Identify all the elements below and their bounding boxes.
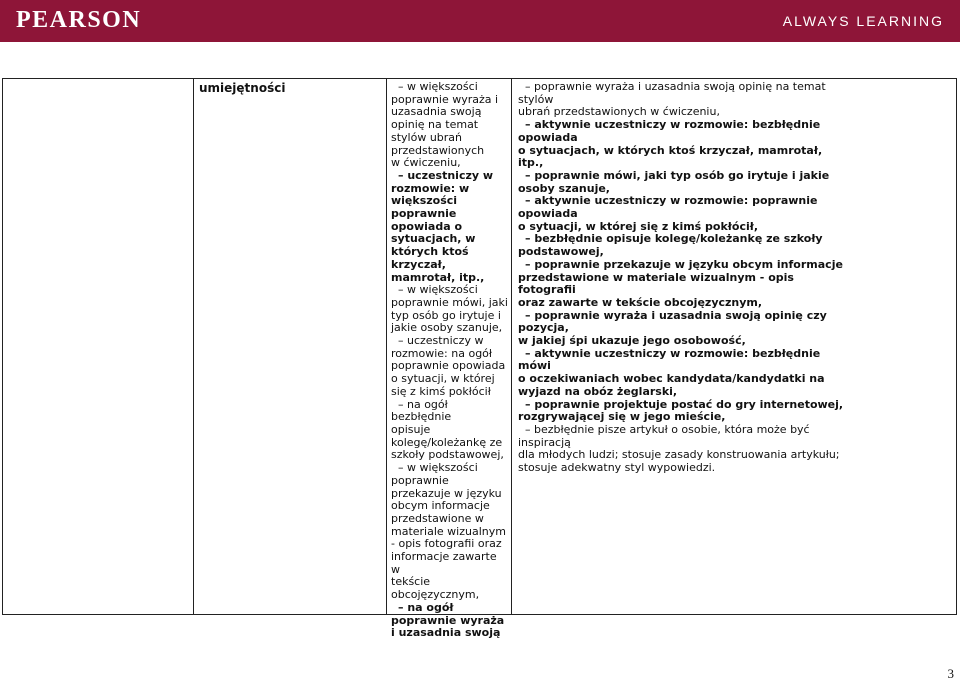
row-label: umiejętności <box>199 81 286 95</box>
text-line: i uzasadnia swoją <box>391 626 501 640</box>
text-line: – aktywnie uczestniczy w rozmowie: bezbłędnie <box>525 118 821 132</box>
tagline: ALWAYS LEARNING <box>782 13 944 29</box>
text-line: przekazuje w języku <box>391 486 502 500</box>
text-line: poprawnie wyraża i <box>391 92 499 106</box>
text-line: sytuacjach, w <box>391 232 476 246</box>
text-line: jakie osoby szanuje, <box>391 321 503 335</box>
text-line: poprawnie <box>391 473 449 487</box>
pearson-logo: PEARSON <box>16 7 142 33</box>
text-line: osoby szanuje, <box>518 181 610 195</box>
text-line: tekście <box>391 575 431 589</box>
column-divider <box>193 79 194 614</box>
column-divider <box>386 79 387 614</box>
text-line: – poprawnie mówi, jaki typ osób go irytuje i jakie <box>525 168 830 182</box>
text-line: informacje zawarte w <box>391 550 497 576</box>
text-line: – bezbłędnie pisze artykuł o osobie, która może być inspiracją <box>518 422 810 449</box>
text-line: uzasadnia swoją <box>391 105 482 119</box>
text-line: – poprawnie przekazuje w języku obcym informacje <box>525 257 843 271</box>
text-line: opowiada <box>518 207 578 221</box>
text-line: dla młodych ludzi; stosuje zasady konstruowania artykułu; <box>518 448 840 462</box>
text-line: opisuje <box>391 422 431 436</box>
text-line: opowiada o <box>391 219 463 233</box>
text-line: – w większości <box>398 80 478 93</box>
text-line: w jakiej śpi ukazuje jego osobowość, <box>518 334 746 348</box>
text-line: poprawnie opowiada <box>391 359 506 373</box>
text-line: podstawowej, <box>518 245 604 259</box>
text-line: wyjazd na obóz żeglarski, <box>518 384 678 398</box>
text-line: – aktywnie uczestniczy w rozmowie: poprawnie <box>525 194 818 208</box>
text-line: ubrań przedstawionych w ćwiczeniu, <box>518 105 720 119</box>
text-line: o sytuacjach, w których ktoś krzyczał, mamrotał, itp., <box>518 143 823 170</box>
text-line: kolegę/koleżankę ze <box>391 435 503 449</box>
text-line: pozycja, <box>518 321 569 335</box>
text-line: rozmowie: w <box>391 181 470 195</box>
text-line: rozmowie: na ogół <box>391 346 493 360</box>
text-line: się z kimś pokłócił <box>391 384 491 398</box>
text-line: – na ogół bezbłędnie <box>391 397 452 424</box>
text-line: opowiada <box>518 130 578 144</box>
text-line: przedstawione w materiale wizualnym - opis fotografii <box>518 270 794 297</box>
text-line: - opis fotografii oraz <box>391 537 502 551</box>
text-line: w ćwiczeniu, <box>391 156 461 170</box>
header-banner <box>0 0 960 42</box>
text-line: większości <box>391 194 458 208</box>
text-line: materiale wizualnym <box>391 524 506 538</box>
text-line: – w większości <box>398 283 478 297</box>
text-line: szkoły podstawowej, <box>391 448 504 462</box>
text-line: poprawnie mówi, jaki <box>391 295 508 309</box>
text-line: stylów ubrań <box>391 130 463 144</box>
text-line: których ktoś <box>391 245 469 259</box>
column-divider <box>511 79 512 614</box>
text-line: – w większości <box>398 461 478 475</box>
text-line: – uczestniczy w <box>398 334 484 348</box>
text-line: – uczestniczy w <box>398 168 494 182</box>
text-line: – aktywnie uczestniczy w rozmowie: bezbłędnie mówi <box>518 346 821 373</box>
page-number: 3 <box>947 666 954 681</box>
text-line: obcojęzycznym, <box>391 588 480 602</box>
top-grade-column-text <box>518 81 846 475</box>
text-line: typ osób go irytuje i <box>391 308 501 322</box>
text-line: opinię na temat <box>391 118 479 132</box>
text-line: obcym informacje <box>391 499 490 513</box>
text-line: mamrotał, itp., <box>391 270 485 284</box>
text-line: o sytuacji, w której <box>391 372 495 386</box>
grade-column-text <box>391 81 509 640</box>
text-line: poprawnie wyraża <box>391 613 505 627</box>
text-line: o sytuacji, w której się z kimś pokłócił, <box>518 219 758 233</box>
text-line: – na ogół <box>398 600 454 614</box>
text-line: – bezbłędnie opisuje kolegę/koleżankę ze szkoły <box>525 232 823 246</box>
text-line: stosuje adekwatny styl wypowiedzi. <box>518 461 716 475</box>
text-line: poprawnie <box>391 207 457 221</box>
text-line: rozgrywającej się w jego mieście, <box>518 410 726 424</box>
text-line: – poprawnie wyraża i uzasadnia swoją opinię na temat stylów <box>518 80 826 106</box>
text-line: o oczekiwaniach wobec kandydata/kandydatki na <box>518 372 825 386</box>
text-line: przedstawionych <box>391 143 485 157</box>
text-line: – poprawnie wyraża i uzasadnia swoją opinię czy <box>525 308 827 322</box>
text-line: przedstawione w <box>391 511 484 525</box>
text-line: oraz zawarte w tekście obcojęzycznym, <box>518 295 763 309</box>
criteria-table <box>2 78 957 640</box>
text-line: – poprawnie projektuje postać do gry internetowej, <box>525 397 844 411</box>
text-line: krzyczał, <box>391 257 446 271</box>
